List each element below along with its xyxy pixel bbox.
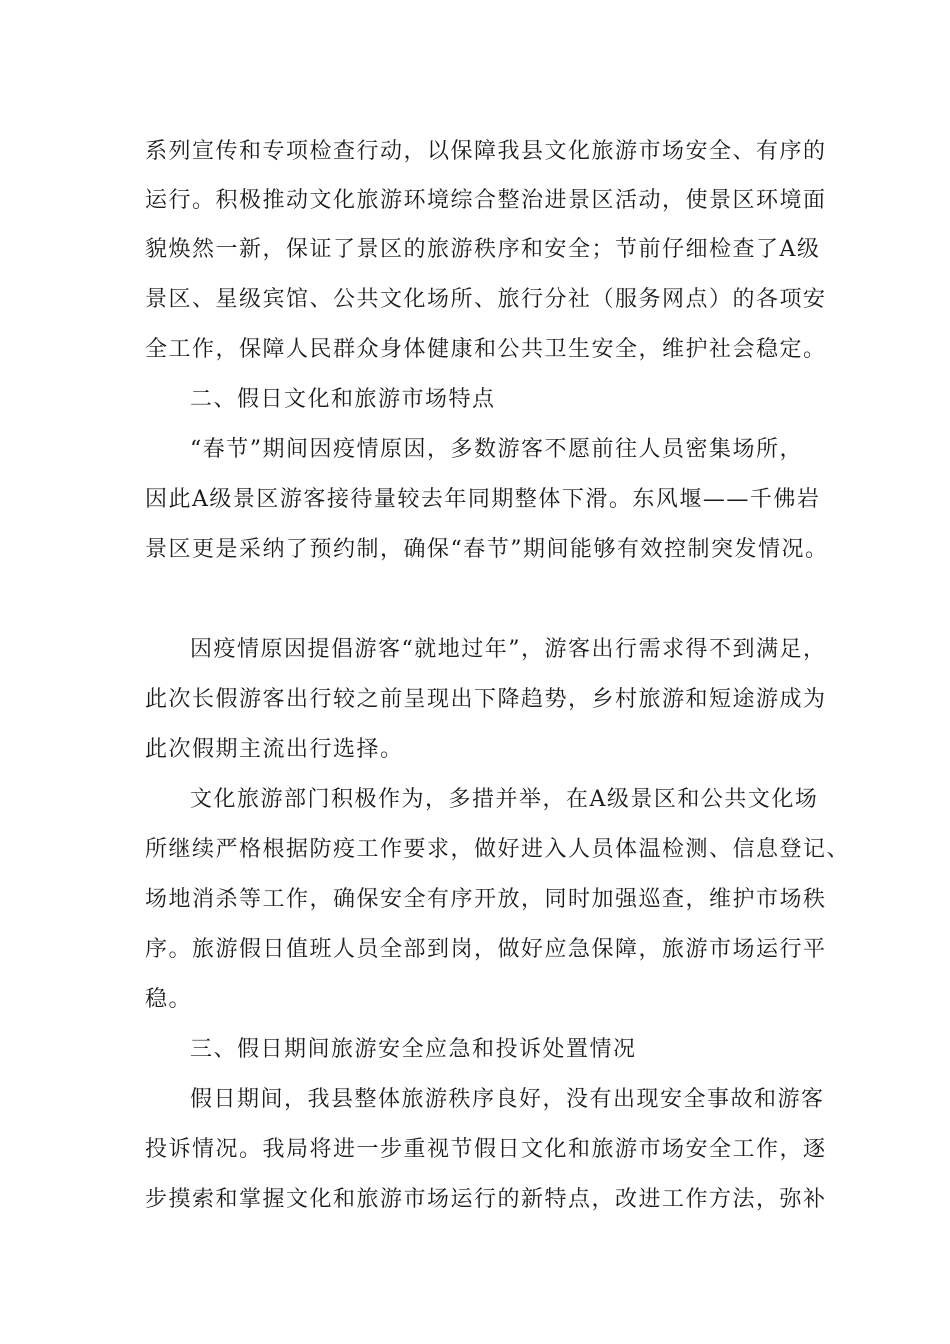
- body-text-line: 此次长假游客出行较之前呈现出下降趋势，乡村旅游和短途游成为: [145, 687, 827, 712]
- body-text-line: 文化旅游部门积极作为，多措并举，在A级景区和公共文化场: [190, 787, 819, 812]
- body-text-line: 因此A级景区游客接待量较去年同期整体下滑。东风堰——千佛岩: [145, 487, 821, 512]
- body-text-line: 景区、星级宾馆、公共文化场所、旅行分社（服务网点）的各项安: [145, 287, 827, 312]
- body-text-line: 步摸索和掌握文化和旅游市场运行的新特点，改进工作方法，弥补: [145, 1187, 827, 1212]
- body-text-line: 序。旅游假日值班人员全部到岗，做好应急保障，旅游市场运行平: [145, 937, 827, 962]
- body-text-line: 貌焕然一新，保证了景区的旅游秩序和安全；节前仔细检查了A级: [145, 237, 821, 262]
- body-text-line: “春节”期间因疫情原因，多数游客不愿前往人员密集场所，: [190, 437, 803, 462]
- body-text-line: 运行。积极推动文化旅游环境综合整治进景区活动，使景区环境面: [145, 188, 827, 213]
- body-text-line: 所继续严格根据防疫工作要求，做好进入人员体温检测、信息登记、: [145, 837, 851, 862]
- body-text-line: 系列宣传和专项检查行动，以保障我县文化旅游市场安全、有序的: [145, 139, 827, 164]
- body-text-line: 假日期间，我县整体旅游秩序良好，没有出现安全事故和游客: [190, 1087, 825, 1112]
- body-text-line: 景区更是采纳了预约制，确保“春节”期间能够有效控制突发情况。: [145, 537, 829, 562]
- section-heading: 二、假日文化和旅游市场特点: [190, 387, 496, 412]
- body-text-line: 场地消杀等工作，确保安全有序开放，同时加强巡查，维护市场秩: [145, 887, 827, 912]
- body-text-line: 稳。: [145, 987, 193, 1012]
- body-text-line: 全工作，保障人民群众身体健康和公共卫生安全，维护社会稳定。: [145, 337, 827, 362]
- body-text-line: 投诉情况。我局将进一步重视节假日文化和旅游市场安全工作，逐: [145, 1137, 827, 1162]
- body-text-line: 因疫情原因提倡游客“就地过年”，游客出行需求得不到满足，: [190, 637, 827, 662]
- section-heading: 三、假日期间旅游安全应急和投诉处置情况: [190, 1037, 637, 1062]
- body-text-line: 此次假期主流出行选择。: [145, 737, 404, 762]
